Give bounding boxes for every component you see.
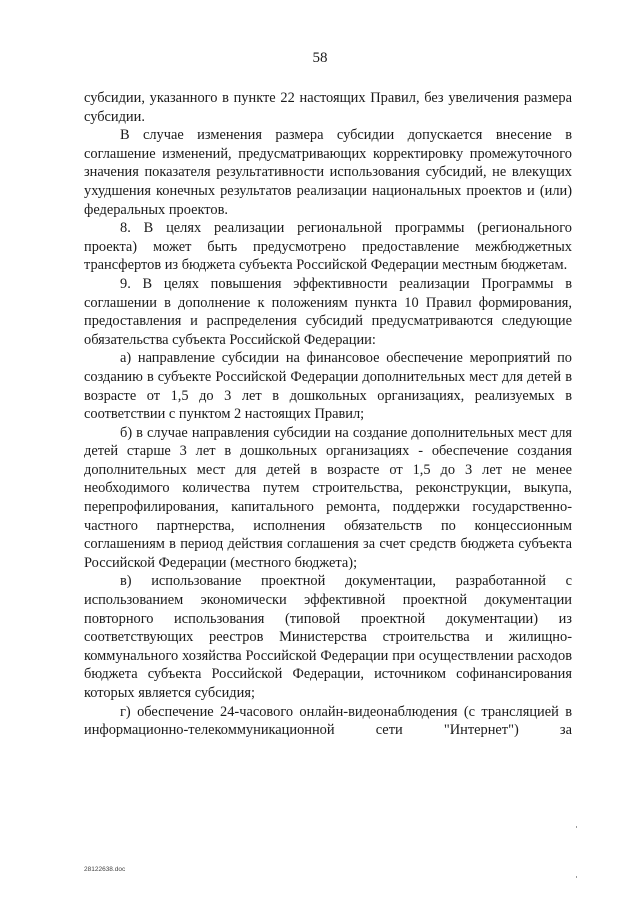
paragraph-item-9: 9. В целях повышения эффективности реализации Программы в соглашении в дополнение к положениям пункта 10 Правил формирования, предоставления и распределения субсидий предусматриваются следующие обязательства субъекта Российской Федерации: — [84, 275, 572, 348]
page-number: 58 — [312, 50, 328, 66]
scan-speck — [576, 826, 577, 828]
paragraph-subsidy-change: В случае изменения размера субсидии допускается внесение в соглашение изменений, предусматривающих корректировку промежуточного значения показателя результативности использования субсидий, не влекущих ухудшения конечных результатов реализации национальных проектов и (или) федеральных проектов. — [84, 127, 572, 218]
paragraph-subitem-b: б) в случае направления субсидии на создание дополнительных мест для детей старше 3 лет в дошкольных организациях - обеспечение создания дополнительных мест для детей в возрасте от 1,5 до 3 лет не менее необходимого количества путем строительства, реконструкции, выкупа, перепрофилирования, капитального ремонта, поддержки государственно-частного партнерства, исполнения обязательств по концессионным соглашениям в период действия соглашения за счет средств бюджета субъекта Российской Федерации (местного бюджета); — [84, 424, 572, 571]
document-file-code: 28122638.doc — [84, 866, 126, 873]
paragraph-continuation: субсидии, указанного в пункте 22 настоящих Правил, без увеличения размера субсидии. — [84, 90, 572, 125]
document-body — [84, 89, 572, 740]
paragraph-item-8: 8. В целях реализации региональной программы (регионального проекта) может быть предусмотрено предоставление межбюджетных трансфертов из бюджета субъекта Российской Федерации местным бюджетам. — [84, 220, 572, 274]
paragraph-subitem-g: г) обеспечение 24-часового онлайн-видеонаблюдения (с трансляцией в информационно-телекоммуникационной сети "Интернет") за — [84, 703, 572, 739]
paragraph-subitem-v: в) использование проектной документации, разработанной с использованием экономически эффективной проектной документации повторного использования (типовой проектной документации) из соответствующих реестров Министерства строительства и жилищно-коммунального хозяйства Российской Федерации при осуществлении расходов бюджета субъекта Российской Федерации, источником софинансирования которых является субсидия; — [84, 573, 572, 701]
paragraph-subitem-a: а) направление субсидии на финансовое обеспечение мероприятий по созданию в субъекте Российской Федерации дополнительных мест для детей в возрасте от 1,5 до 3 лет в дошкольных организациях, реализуемых в соответствии с пунктом 2 настоящих Правил; — [84, 350, 572, 423]
scan-speck — [576, 876, 577, 878]
